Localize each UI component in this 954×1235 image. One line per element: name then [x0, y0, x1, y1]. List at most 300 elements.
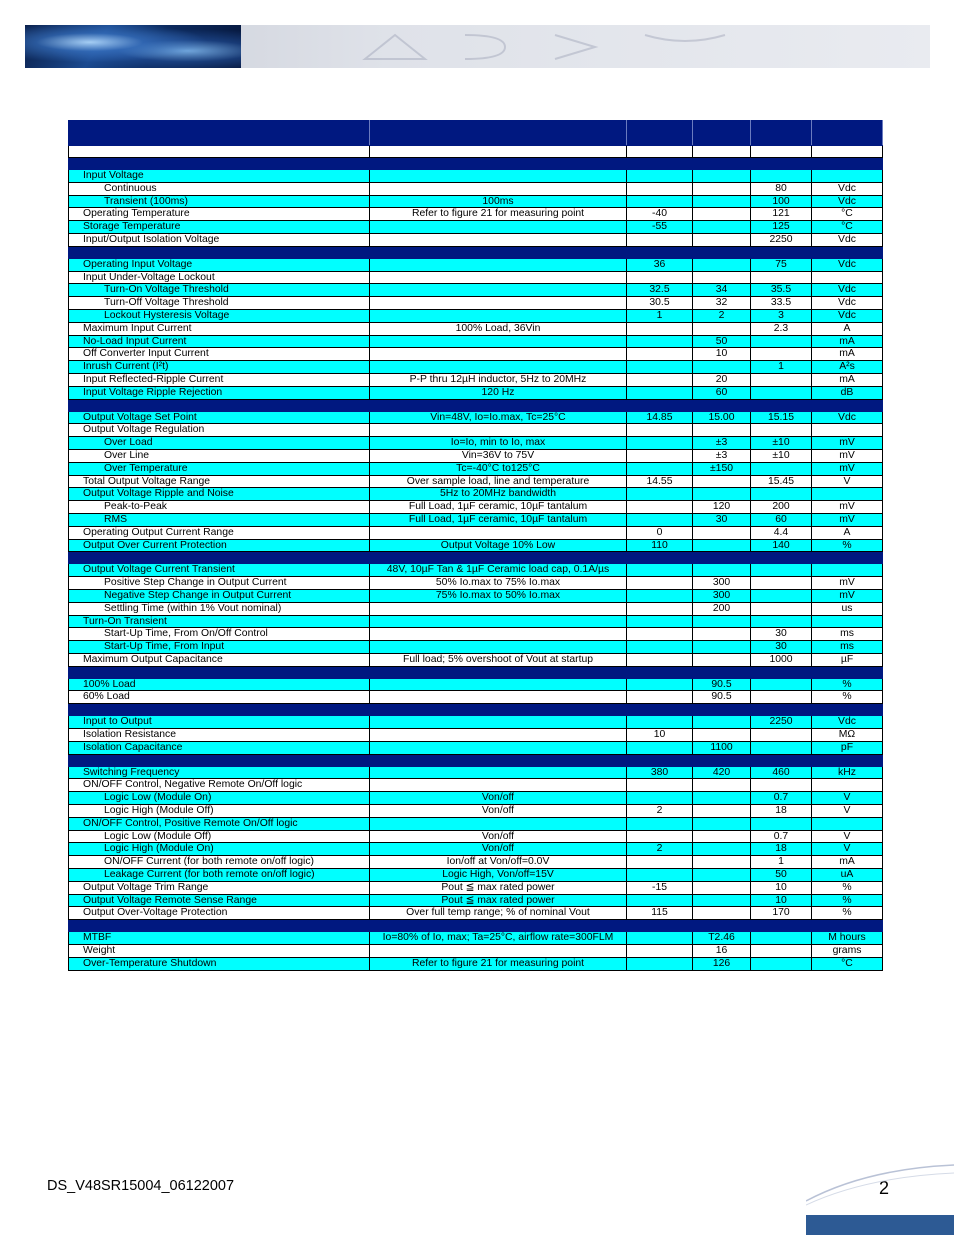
value-cell: 14.55 [627, 475, 693, 488]
band-cell [627, 121, 693, 146]
value-cell: 18 [751, 805, 812, 818]
condition-cell: Ion/off at Von/off=0.0V [370, 856, 627, 869]
value-cell [751, 170, 812, 183]
condition-cell: 120 Hz [370, 386, 627, 399]
table-row [69, 297, 883, 310]
value-cell [812, 170, 883, 183]
value-cell: 1 [627, 309, 693, 322]
band-cell [751, 146, 812, 158]
table-row [69, 907, 883, 920]
value-cell [627, 589, 693, 602]
value-cell: ±3 [693, 437, 751, 450]
value-cell: 126 [693, 957, 751, 970]
band-cell [69, 158, 370, 170]
value-cell: 30.5 [627, 297, 693, 310]
table-row [69, 513, 883, 526]
condition-cell: Io=Io, min to Io, max [370, 437, 627, 450]
value-cell: 30 [693, 513, 751, 526]
value-cell: 15.15 [751, 411, 812, 424]
value-cell [751, 678, 812, 691]
value-cell: 100 [751, 195, 812, 208]
value-cell: 15.00 [693, 411, 751, 424]
value-cell: 3 [751, 309, 812, 322]
value-cell [693, 805, 751, 818]
value-cell: us [812, 602, 883, 615]
band-cell [627, 552, 693, 564]
parameter-cell: Operating Output Current Range [69, 526, 370, 539]
parameter-cell: RMS [69, 513, 370, 526]
value-cell: V [812, 475, 883, 488]
condition-cell [370, 182, 627, 195]
table-row [69, 932, 883, 945]
value-cell: 2 [693, 309, 751, 322]
condition-cell [370, 297, 627, 310]
value-cell [693, 830, 751, 843]
value-cell [627, 894, 693, 907]
value-cell: 90.5 [693, 678, 751, 691]
value-cell [627, 577, 693, 590]
condition-cell [370, 741, 627, 754]
value-cell [751, 589, 812, 602]
value-cell: 10 [751, 881, 812, 894]
band-cell [370, 704, 627, 716]
table-row [69, 653, 883, 666]
table-row [69, 691, 883, 704]
value-cell: 1000 [751, 653, 812, 666]
table-row [69, 386, 883, 399]
band-cell [812, 754, 883, 766]
table-row [69, 335, 883, 348]
parameter-cell: Total Output Voltage Range [69, 475, 370, 488]
condition-cell: Vin=36V to 75V [370, 449, 627, 462]
value-cell [751, 488, 812, 501]
value-cell: mA [812, 348, 883, 361]
condition-cell [370, 945, 627, 958]
band-cell [69, 666, 370, 678]
condition-cell: Over sample load, line and temperature [370, 475, 627, 488]
specification-table-body [69, 121, 883, 971]
value-cell: uA [812, 869, 883, 882]
parameter-cell: Positive Step Change in Output Current [69, 577, 370, 590]
table-row [69, 779, 883, 792]
value-cell: Vdc [812, 411, 883, 424]
value-cell: ms [812, 628, 883, 641]
parameter-cell: Input Voltage Ripple Rejection [69, 386, 370, 399]
band-cell [693, 158, 751, 170]
condition-cell: Output Voltage 10% Low [370, 539, 627, 552]
value-cell: 33.5 [751, 297, 812, 310]
table-row [69, 284, 883, 297]
condition-cell: Von/off [370, 792, 627, 805]
band-cell [751, 552, 812, 564]
band-cell [370, 399, 627, 411]
value-cell: 32.5 [627, 284, 693, 297]
band-cell [693, 399, 751, 411]
condition-cell: 5Hz to 20MHz bandwidth [370, 488, 627, 501]
value-cell: mV [812, 589, 883, 602]
condition-cell [370, 221, 627, 234]
value-cell [627, 170, 693, 183]
condition-cell [370, 779, 627, 792]
condition-cell [370, 691, 627, 704]
value-cell [693, 182, 751, 195]
band-cell [627, 704, 693, 716]
value-cell: 16 [693, 945, 751, 958]
value-cell: 50 [751, 869, 812, 882]
value-cell: A [812, 322, 883, 335]
value-cell: Vdc [812, 716, 883, 729]
table-row [69, 678, 883, 691]
table-row [69, 602, 883, 615]
parameter-cell: Operating Temperature [69, 208, 370, 221]
footer-document-id: DS_V48SR15004_06122007 [47, 1178, 235, 1194]
parameter-cell: Over Temperature [69, 462, 370, 475]
band-cell [812, 399, 883, 411]
value-cell [751, 335, 812, 348]
parameter-cell: Isolation Resistance [69, 729, 370, 742]
value-cell [627, 641, 693, 654]
parameter-cell: No-Load Input Current [69, 335, 370, 348]
value-cell: V [812, 830, 883, 843]
value-cell [751, 348, 812, 361]
value-cell: V [812, 805, 883, 818]
table-header-row [69, 121, 883, 146]
value-cell [693, 322, 751, 335]
table-row [69, 373, 883, 386]
value-cell: 2250 [751, 716, 812, 729]
value-cell: 140 [751, 539, 812, 552]
footer-decoration [806, 1163, 954, 1235]
table-row [69, 309, 883, 322]
value-cell: ±10 [751, 437, 812, 450]
value-cell [627, 716, 693, 729]
condition-cell [370, 817, 627, 830]
band-cell [627, 666, 693, 678]
table-row [69, 348, 883, 361]
table-row [69, 792, 883, 805]
parameter-cell: Peak-to-Peak [69, 501, 370, 514]
table-row [69, 894, 883, 907]
banner-photo [25, 25, 241, 68]
value-cell: % [812, 907, 883, 920]
parameter-cell: Start-Up Time, From Input [69, 641, 370, 654]
value-cell: -40 [627, 208, 693, 221]
value-cell [751, 564, 812, 577]
condition-cell [370, 716, 627, 729]
parameter-cell: Output Voltage Regulation [69, 424, 370, 437]
condition-cell: 100% Load, 36Vin [370, 322, 627, 335]
table-row [69, 233, 883, 246]
band-cell [812, 552, 883, 564]
parameter-cell: Storage Temperature [69, 221, 370, 234]
banner-decoration [355, 29, 755, 65]
value-cell: 300 [693, 589, 751, 602]
value-cell [751, 424, 812, 437]
condition-cell [370, 615, 627, 628]
value-cell: 75 [751, 258, 812, 271]
band-cell [69, 246, 370, 258]
value-cell: kHz [812, 766, 883, 779]
value-cell [693, 779, 751, 792]
condition-cell: Von/off [370, 830, 627, 843]
band-cell [812, 246, 883, 258]
value-cell: M hours [812, 932, 883, 945]
page-number: 2 [879, 1178, 890, 1198]
value-cell: 170 [751, 907, 812, 920]
value-cell [627, 501, 693, 514]
section-band-row [69, 399, 883, 411]
parameter-cell: Logic High (Module Off) [69, 805, 370, 818]
value-cell: pF [812, 741, 883, 754]
value-cell [693, 475, 751, 488]
table-row [69, 411, 883, 424]
value-cell [693, 526, 751, 539]
value-cell: 4.4 [751, 526, 812, 539]
parameter-cell: Logic Low (Module On) [69, 792, 370, 805]
value-cell [751, 462, 812, 475]
table-row [69, 843, 883, 856]
value-cell [627, 779, 693, 792]
value-cell [812, 424, 883, 437]
table-row [69, 641, 883, 654]
value-cell [751, 741, 812, 754]
band-cell [812, 666, 883, 678]
parameter-cell: Off Converter Input Current [69, 348, 370, 361]
condition-cell [370, 361, 627, 374]
value-cell [693, 628, 751, 641]
value-cell [693, 907, 751, 920]
value-cell [627, 462, 693, 475]
value-cell [751, 271, 812, 284]
specification-table [68, 120, 883, 971]
parameter-cell: Logic High (Module On) [69, 843, 370, 856]
value-cell: 35.5 [751, 284, 812, 297]
parameter-cell: Turn-Off Voltage Threshold [69, 297, 370, 310]
value-cell [751, 386, 812, 399]
value-cell: Vdc [812, 258, 883, 271]
parameter-cell: Output Over Current Protection [69, 539, 370, 552]
parameter-cell: ON/OFF Control, Positive Remote On/Off logic [69, 817, 370, 830]
band-cell [627, 754, 693, 766]
value-cell: °C [812, 221, 883, 234]
parameter-cell: Switching Frequency [69, 766, 370, 779]
condition-cell: Full load; 5% overshoot of Vout at startup [370, 653, 627, 666]
value-cell: 125 [751, 221, 812, 234]
value-cell: Vdc [812, 297, 883, 310]
value-cell [627, 449, 693, 462]
value-cell [693, 716, 751, 729]
condition-cell [370, 678, 627, 691]
table-row [69, 182, 883, 195]
condition-cell [370, 170, 627, 183]
condition-cell: Pout ≦ max rated power [370, 881, 627, 894]
table-row [69, 271, 883, 284]
section-band-row [69, 920, 883, 932]
condition-cell: Full Load, 1µF ceramic, 10µF tantalum [370, 501, 627, 514]
value-cell [627, 182, 693, 195]
value-cell: 10 [751, 894, 812, 907]
value-cell: -15 [627, 881, 693, 894]
band-cell [812, 121, 883, 146]
value-cell: ±150 [693, 462, 751, 475]
band-cell [370, 146, 627, 158]
condition-cell [370, 628, 627, 641]
value-cell: mA [812, 335, 883, 348]
value-cell [627, 678, 693, 691]
band-cell [370, 158, 627, 170]
value-cell: 1 [751, 856, 812, 869]
parameter-cell: Over Line [69, 449, 370, 462]
band-cell [69, 552, 370, 564]
table-row [69, 170, 883, 183]
condition-cell: Von/off [370, 805, 627, 818]
parameter-cell: ON/OFF Control, Negative Remote On/Off logic [69, 779, 370, 792]
parameter-cell: Input Under-Voltage Lockout [69, 271, 370, 284]
condition-cell [370, 258, 627, 271]
value-cell [693, 653, 751, 666]
condition-cell: P-P thru 12µH inductor, 5Hz to 20MHz [370, 373, 627, 386]
value-cell: % [812, 539, 883, 552]
value-cell [693, 615, 751, 628]
band-cell [812, 704, 883, 716]
table-row [69, 221, 883, 234]
value-cell: 2 [627, 805, 693, 818]
value-cell [627, 335, 693, 348]
band-cell [751, 246, 812, 258]
band-cell [370, 552, 627, 564]
condition-cell: Von/off [370, 843, 627, 856]
value-cell [627, 856, 693, 869]
value-cell [693, 424, 751, 437]
parameter-cell: Output Voltage Ripple and Noise [69, 488, 370, 501]
table-row [69, 589, 883, 602]
value-cell: A²s [812, 361, 883, 374]
band-cell [370, 121, 627, 146]
value-cell [627, 830, 693, 843]
value-cell [627, 386, 693, 399]
value-cell: 10 [627, 729, 693, 742]
value-cell: 30 [751, 641, 812, 654]
value-cell [751, 932, 812, 945]
value-cell: 90.5 [693, 691, 751, 704]
table-row [69, 805, 883, 818]
condition-cell [370, 271, 627, 284]
table-row [69, 539, 883, 552]
value-cell: % [812, 881, 883, 894]
parameter-cell: Over Load [69, 437, 370, 450]
value-cell [693, 170, 751, 183]
band-cell [69, 704, 370, 716]
value-cell: µF [812, 653, 883, 666]
value-cell: MΩ [812, 729, 883, 742]
value-cell: 110 [627, 539, 693, 552]
band-cell [69, 146, 370, 158]
value-cell: 200 [693, 602, 751, 615]
table-row [69, 462, 883, 475]
parameter-cell: Input Reflected-Ripple Current [69, 373, 370, 386]
value-cell [751, 577, 812, 590]
band-cell [627, 146, 693, 158]
band-cell [751, 666, 812, 678]
table-row [69, 475, 883, 488]
value-cell: mV [812, 462, 883, 475]
value-cell: Vdc [812, 195, 883, 208]
value-cell: mA [812, 856, 883, 869]
parameter-cell: Input/Output Isolation Voltage [69, 233, 370, 246]
value-cell: Vdc [812, 284, 883, 297]
value-cell: 34 [693, 284, 751, 297]
table-row [69, 817, 883, 830]
value-cell [627, 488, 693, 501]
band-cell [627, 399, 693, 411]
value-cell [751, 945, 812, 958]
value-cell: 300 [693, 577, 751, 590]
parameter-cell: Isolation Capacitance [69, 741, 370, 754]
table-row [69, 716, 883, 729]
condition-cell: Io=80% of Io, max; Ta=25°C, airflow rate=300FLM [370, 932, 627, 945]
table-row [69, 437, 883, 450]
value-cell [693, 894, 751, 907]
value-cell [751, 602, 812, 615]
value-cell [693, 258, 751, 271]
value-cell: A [812, 526, 883, 539]
value-cell [751, 691, 812, 704]
table-row [69, 564, 883, 577]
value-cell: grams [812, 945, 883, 958]
value-cell [627, 513, 693, 526]
table-row [69, 361, 883, 374]
value-cell: 60 [693, 386, 751, 399]
value-cell: 50 [693, 335, 751, 348]
parameter-cell: Input to Output [69, 716, 370, 729]
value-cell: Vdc [812, 309, 883, 322]
value-cell: 14.85 [627, 411, 693, 424]
value-cell: Vdc [812, 233, 883, 246]
band-cell [370, 246, 627, 258]
value-cell [693, 195, 751, 208]
parameter-cell: Negative Step Change in Output Current [69, 589, 370, 602]
parameter-cell: Inrush Current (I²t) [69, 361, 370, 374]
value-cell: 2 [627, 843, 693, 856]
value-cell: 120 [693, 501, 751, 514]
section-band-row [69, 158, 883, 170]
value-cell: 420 [693, 766, 751, 779]
section-band-row [69, 246, 883, 258]
table-row [69, 856, 883, 869]
value-cell: 380 [627, 766, 693, 779]
table-row [69, 449, 883, 462]
table-row [69, 322, 883, 335]
value-cell [812, 817, 883, 830]
parameter-cell: ON/OFF Current (for both remote on/off logic) [69, 856, 370, 869]
parameter-cell: Over-Temperature Shutdown [69, 957, 370, 970]
value-cell: 15.45 [751, 475, 812, 488]
value-cell: mV [812, 449, 883, 462]
parameter-cell: Maximum Output Capacitance [69, 653, 370, 666]
band-cell [627, 920, 693, 932]
band-cell [751, 704, 812, 716]
value-cell: 460 [751, 766, 812, 779]
blank-row [69, 146, 883, 158]
value-cell: 1 [751, 361, 812, 374]
value-cell [812, 488, 883, 501]
condition-cell: 75% Io.max to 50% Io.max [370, 589, 627, 602]
value-cell [693, 729, 751, 742]
band-cell [69, 121, 370, 146]
parameter-cell: 60% Load [69, 691, 370, 704]
parameter-cell: Output Voltage Current Transient [69, 564, 370, 577]
band-cell [370, 666, 627, 678]
